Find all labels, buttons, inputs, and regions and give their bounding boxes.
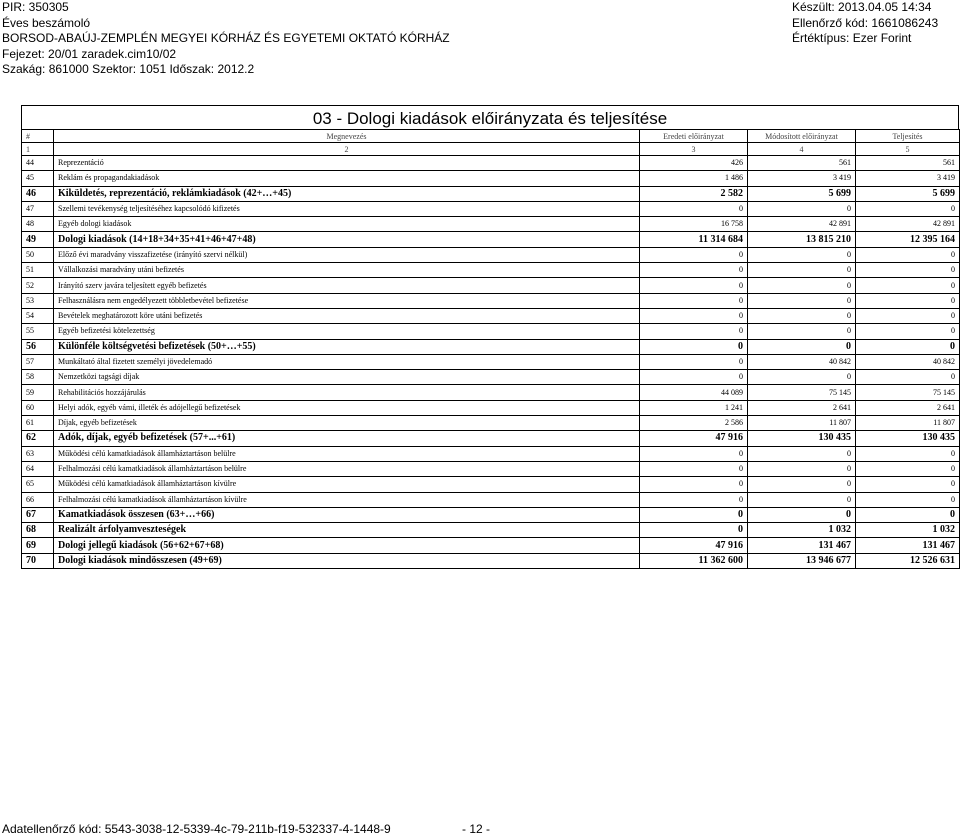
row-actual: 40 842 (856, 354, 960, 369)
header-check-code: Ellenőrző kód: 1661086243 (792, 15, 939, 30)
row-index: 69 (22, 538, 54, 553)
row-index: 68 (22, 523, 54, 538)
table-row (22, 538, 960, 553)
row-name: Rehabilitációs hozzájárulás (54, 385, 640, 400)
header-chapter: Fejezet: 20/01 zaradek.cim10/02 (2, 46, 177, 61)
row-name: Bevételek meghatározott köre utáni befizetés (54, 308, 640, 323)
table-row (22, 523, 960, 538)
row-original: 44 089 (640, 385, 748, 400)
row-modified: 0 (748, 492, 856, 507)
row-index: 51 (22, 263, 54, 278)
col-header-actual: Teljesítés (856, 130, 960, 143)
row-actual: 0 (856, 492, 960, 507)
header-institution: BORSOD-ABAÚJ-ZEMPLÉN MEGYEI KÓRHÁZ ÉS EGYETEMI OKTATÓ KÓRHÁZ (2, 31, 450, 45)
col-number-3: 3 (640, 143, 748, 156)
row-name: Nemzetközi tagsági díjak (54, 370, 640, 385)
row-index: 46 (22, 186, 54, 201)
row-index: 67 (22, 507, 54, 522)
table-row (22, 370, 960, 385)
row-actual: 0 (856, 477, 960, 492)
col-number-4: 4 (748, 143, 856, 156)
report-header-left (2, 0, 450, 78)
expenditure-table (21, 129, 960, 569)
row-index: 63 (22, 446, 54, 461)
row-actual: 0 (856, 247, 960, 262)
row-actual: 0 (856, 370, 960, 385)
row-index: 66 (22, 492, 54, 507)
row-modified: 0 (748, 507, 856, 522)
row-index: 62 (22, 431, 54, 446)
row-actual: 131 467 (856, 538, 960, 553)
header-sector: Szakág: 861000 Szektor: 1051 Időszak: 2012.2 (2, 62, 255, 76)
row-original: 2 586 (640, 416, 748, 431)
row-index: 54 (22, 308, 54, 323)
row-name: Adók, díjak, egyéb befizetések (57+...+61) (54, 431, 640, 446)
row-name: Felhalmozási célú kamatkiadások államháztartáson kívülre (54, 492, 640, 507)
table-row (22, 477, 960, 492)
row-modified: 11 807 (748, 416, 856, 431)
table-row (22, 507, 960, 522)
table-row (22, 186, 960, 201)
row-actual: 0 (856, 446, 960, 461)
row-original: 0 (640, 461, 748, 476)
table-row (22, 201, 960, 216)
row-name: Dologi kiadások (14+18+34+35+41+46+47+48) (54, 232, 640, 247)
col-header-index: # (22, 130, 54, 143)
row-original: 47 916 (640, 431, 748, 446)
row-name: Kamatkiadások összesen (63+…+66) (54, 507, 640, 522)
row-original: 426 (640, 156, 748, 171)
row-modified: 0 (748, 308, 856, 323)
row-original: 0 (640, 492, 748, 507)
row-original: 0 (640, 523, 748, 538)
table-row (22, 247, 960, 262)
row-modified: 0 (748, 247, 856, 262)
row-actual: 11 807 (856, 416, 960, 431)
report-header-right (792, 0, 938, 47)
row-name: Különféle költségvetési befizetések (50+…+55) (54, 339, 640, 354)
row-index: 47 (22, 201, 54, 216)
row-modified: 13 946 677 (748, 553, 856, 568)
row-actual: 0 (856, 308, 960, 323)
row-actual: 0 (856, 293, 960, 308)
row-modified: 131 467 (748, 538, 856, 553)
row-index: 59 (22, 385, 54, 400)
row-name: Irányító szerv javára teljesített egyéb befizetés (54, 278, 640, 293)
table-row (22, 293, 960, 308)
row-index: 55 (22, 324, 54, 339)
col-header-modified: Módosított előirányzat (748, 130, 856, 143)
row-name: Realizált árfolyamveszteségek (54, 523, 640, 538)
row-name: Felhalmozási célú kamatkiadások államháztartáson belülre (54, 461, 640, 476)
row-actual: 75 145 (856, 385, 960, 400)
table-row (22, 416, 960, 431)
column-number-row (22, 143, 960, 156)
table-row (22, 171, 960, 186)
col-number-2: 2 (54, 143, 640, 156)
row-index: 44 (22, 156, 54, 171)
row-original: 2 582 (640, 186, 748, 201)
row-index: 64 (22, 461, 54, 476)
row-original: 47 916 (640, 538, 748, 553)
row-actual: 130 435 (856, 431, 960, 446)
row-original: 0 (640, 263, 748, 278)
row-actual: 561 (856, 156, 960, 171)
row-original: 0 (640, 446, 748, 461)
column-header-row (22, 130, 960, 143)
row-index: 50 (22, 247, 54, 262)
row-original: 0 (640, 247, 748, 262)
row-index: 52 (22, 278, 54, 293)
row-index: 61 (22, 416, 54, 431)
row-original: 0 (640, 339, 748, 354)
table-row (22, 339, 960, 354)
row-index: 45 (22, 171, 54, 186)
row-modified: 0 (748, 461, 856, 476)
table-row (22, 278, 960, 293)
table-row (22, 156, 960, 171)
page-number: - 12 - (462, 822, 491, 836)
header-created: Készült: 2013.04.05 14:34 (792, 0, 932, 14)
row-actual: 2 641 (856, 400, 960, 415)
table-row (22, 385, 960, 400)
row-index: 49 (22, 232, 54, 247)
row-original: 11 362 600 (640, 553, 748, 568)
row-index: 60 (22, 400, 54, 415)
row-modified: 0 (748, 477, 856, 492)
row-original: 11 314 684 (640, 232, 748, 247)
table-row (22, 431, 960, 446)
table-row (22, 232, 960, 247)
header-value-type: Értéktípus: Ezer Forint (792, 31, 912, 45)
col-header-original: Eredeti előirányzat (640, 130, 748, 143)
row-name: Működési célú kamatkiadások államháztartáson kívülre (54, 477, 640, 492)
row-name: Dologi kiadások mindösszesen (49+69) (54, 553, 640, 568)
table-row (22, 324, 960, 339)
col-number-5: 5 (856, 143, 960, 156)
table-row (22, 461, 960, 476)
footer-check-code: Adatellenőrző kód: 5543-3038-12-5339-4c-79-211b-f19-532337-4-1448-9 (2, 822, 391, 836)
row-name: Felhasználásra nem engedélyezett többletbevétel befizetése (54, 293, 640, 308)
row-original: 1 241 (640, 400, 748, 415)
row-index: 56 (22, 339, 54, 354)
row-actual: 5 699 (856, 186, 960, 201)
table-title: 03 - Dologi kiadások előirányzata és teljesítése (21, 105, 959, 129)
table-row (22, 400, 960, 415)
row-index: 58 (22, 370, 54, 385)
row-modified: 0 (748, 446, 856, 461)
row-original: 0 (640, 507, 748, 522)
row-actual: 12 395 164 (856, 232, 960, 247)
row-modified: 42 891 (748, 217, 856, 232)
row-index: 57 (22, 354, 54, 369)
row-name: Vállalkozási maradvány utáni befizetés (54, 263, 640, 278)
col-header-name: Megnevezés (54, 130, 640, 143)
row-modified: 130 435 (748, 431, 856, 446)
row-original: 1 486 (640, 171, 748, 186)
row-modified: 1 032 (748, 523, 856, 538)
row-index: 53 (22, 293, 54, 308)
row-name: Munkáltató által fizetett személyi jövedelemadó (54, 354, 640, 369)
row-actual: 0 (856, 324, 960, 339)
row-actual: 0 (856, 263, 960, 278)
row-actual: 0 (856, 507, 960, 522)
row-modified: 2 641 (748, 400, 856, 415)
row-modified: 75 145 (748, 385, 856, 400)
table-row (22, 492, 960, 507)
row-actual: 12 526 631 (856, 553, 960, 568)
row-actual: 0 (856, 339, 960, 354)
row-actual: 0 (856, 278, 960, 293)
row-modified: 0 (748, 201, 856, 216)
row-modified: 0 (748, 293, 856, 308)
row-name: Díjak, egyéb befizetések (54, 416, 640, 431)
row-actual: 0 (856, 201, 960, 216)
row-modified: 13 815 210 (748, 232, 856, 247)
row-name: Helyi adók, egyéb vámi, illeték és adójellegű befizetések (54, 400, 640, 415)
row-name: Reklám és propagandakiadások (54, 171, 640, 186)
row-actual: 42 891 (856, 217, 960, 232)
row-index: 65 (22, 477, 54, 492)
row-original: 0 (640, 308, 748, 323)
col-number-1: 1 (22, 143, 54, 156)
row-original: 0 (640, 324, 748, 339)
table-row (22, 446, 960, 461)
row-index: 70 (22, 553, 54, 568)
row-modified: 0 (748, 370, 856, 385)
row-actual: 0 (856, 461, 960, 476)
row-name: Kiküldetés, reprezentáció, reklámkiadások (42+…+45) (54, 186, 640, 201)
table-row (22, 217, 960, 232)
header-pir: PIR: 350305 (2, 0, 69, 14)
row-original: 0 (640, 201, 748, 216)
row-original: 0 (640, 370, 748, 385)
row-modified: 5 699 (748, 186, 856, 201)
row-name: Előző évi maradvány visszafizetése (irányító szervi nélkül) (54, 247, 640, 262)
row-modified: 40 842 (748, 354, 856, 369)
row-name: Egyéb befizetési kötelezettség (54, 324, 640, 339)
table-row (22, 354, 960, 369)
row-original: 0 (640, 293, 748, 308)
row-name: Működési célú kamatkiadások államháztartáson belülre (54, 446, 640, 461)
row-modified: 3 419 (748, 171, 856, 186)
row-original: 0 (640, 477, 748, 492)
row-original: 16 758 (640, 217, 748, 232)
row-modified: 0 (748, 263, 856, 278)
row-actual: 3 419 (856, 171, 960, 186)
row-modified: 0 (748, 339, 856, 354)
row-name: Egyéb dologi kiadások (54, 217, 640, 232)
row-modified: 0 (748, 278, 856, 293)
row-name: Dologi jellegű kiadások (56+62+67+68) (54, 538, 640, 553)
table-row (22, 308, 960, 323)
row-name: Reprezentáció (54, 156, 640, 171)
row-original: 0 (640, 278, 748, 293)
row-name: Szellemi tevékenység teljesítéséhez kapcsolódó kifizetés (54, 201, 640, 216)
table-row (22, 263, 960, 278)
row-index: 48 (22, 217, 54, 232)
row-modified: 561 (748, 156, 856, 171)
header-report-type: Éves beszámoló (2, 15, 91, 30)
row-actual: 1 032 (856, 523, 960, 538)
table-row (22, 553, 960, 568)
row-modified: 0 (748, 324, 856, 339)
row-original: 0 (640, 354, 748, 369)
